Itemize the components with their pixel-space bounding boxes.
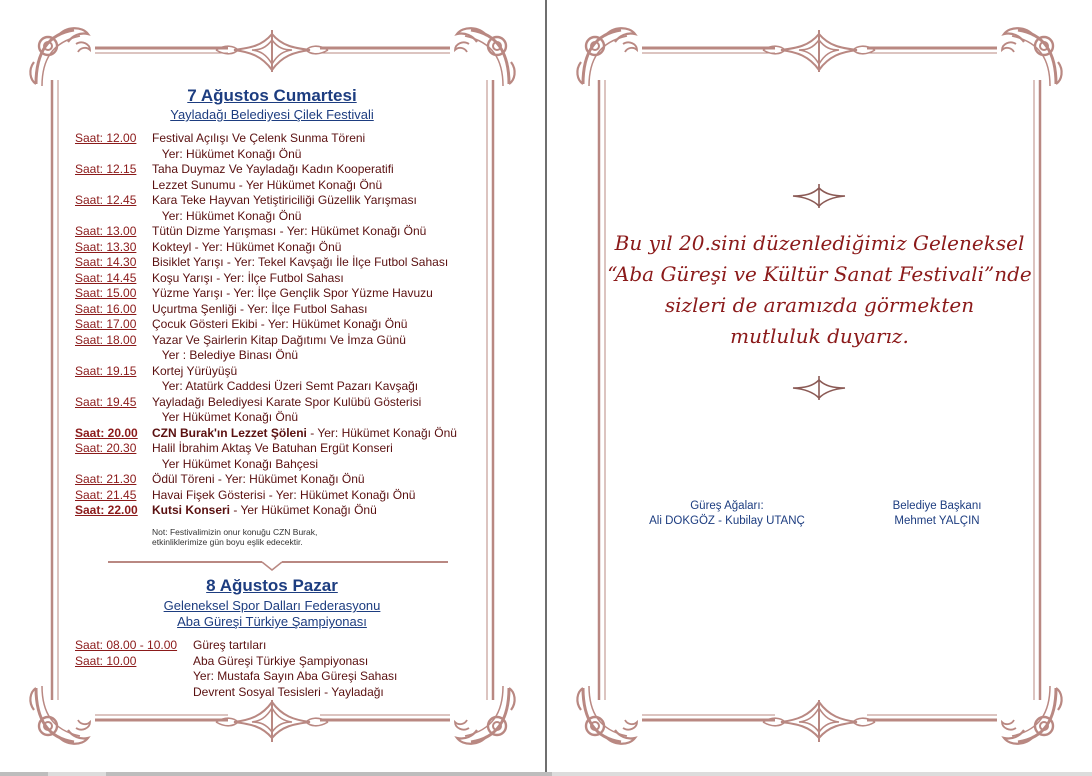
event-description: Kokteyl - Yer: Hükümet Konağı Önü	[152, 239, 342, 254]
event-description	[152, 426, 457, 442]
event-time: Saat: 16.00	[75, 301, 137, 316]
event-description: Kortej Yürüyüşü	[152, 363, 238, 378]
event-description: Halil İbrahim Aktaş Ve Batuhan Ergüt Konseri	[152, 441, 393, 455]
event-description: Uçurtma Şenliği - Yer: İlçe Futbol Sahası	[152, 301, 368, 316]
event-description: Taha Duymaz Ve Yayladağı Kadın Kooperatifi	[152, 162, 394, 176]
invitation-line: “Aba Güreşi ve Kültür Sanat Festivali”nde	[607, 262, 1032, 286]
event-time: Saat: 15.00	[75, 286, 137, 300]
event-description: Ödül Töreni - Yer: Hükümet Konağı Önü	[152, 472, 365, 486]
event-description: Festival Açılışı Ve Çelenk Sunma Töreni	[152, 131, 366, 145]
event-location: Yer Hükümet Konağı Bahçesi	[152, 456, 319, 471]
note-line: etkinliklerimize gün boyu eşlik edecektir.	[152, 537, 303, 547]
event-time: Saat: 22.00	[75, 503, 138, 517]
event-location: Devrent Sosyal Tesisleri - Yayladağı	[193, 684, 384, 699]
event-time: Saat: 21.30	[75, 472, 137, 486]
event-description: Tütün Dizme Yarışması - Yer: Hükümet Konağı Önü	[152, 224, 427, 238]
event-description	[152, 503, 377, 519]
event-time: Saat: 12.45	[75, 193, 137, 207]
event-location: Yer: Atatürk Caddesi Üzeri Semt Pazarı Kavşağı	[152, 379, 419, 393]
event-description: Yazar Ve Şairlerin Kitap Dağıtımı Ve İmza Günü	[152, 332, 406, 347]
event-description: Havai Fişek Gösterisi - Yer: Hükümet Konağı Önü	[152, 487, 416, 502]
event-time: Saat: 20.00	[75, 425, 138, 440]
event-time: Saat: 18.00	[75, 332, 137, 347]
signatory-mayor	[867, 499, 1007, 529]
signatory-role: Güreş Ağaları:	[690, 500, 764, 512]
invitation-text	[587, 228, 1052, 352]
day1-title: 7 Ağustos Cumartesi	[187, 86, 357, 105]
event-time: Saat: 12.00	[75, 131, 137, 145]
day2-subtitle-federation: Geleneksel Spor Dalları Federasyonu	[163, 598, 381, 613]
event-location: Yer: Hükümet Konağı Önü	[152, 208, 302, 223]
event-description: Güreş tartıları	[193, 638, 267, 652]
bottom-tab	[106, 772, 552, 776]
event-time: Saat: 19.45	[75, 394, 137, 409]
event-time: Saat: 19.15	[75, 363, 137, 378]
event-time: Saat: 10.00	[75, 653, 137, 668]
event-description: Yüzme Yarışı - Yer: İlçe Gençlik Spor Yüzme Havuzu	[152, 286, 433, 300]
event-time: Saat: 17.00	[75, 317, 137, 331]
event-description: Kara Teke Hayvan Yetiştiriciliği Güzellik Yarışması	[152, 193, 417, 207]
event-location: - Yer Hükümet Konağı Önü	[230, 503, 377, 517]
day2-subtitle-championship: Aba Güreşi Türkiye Şampiyonası	[177, 614, 367, 629]
window-bottom-strip	[0, 772, 1092, 776]
event-description: Çocuk Gösteri Ekibi - Yer: Hükümet Konağı Önü	[152, 317, 408, 331]
event-location: - Yer: Hükümet Konağı Önü	[306, 425, 457, 440]
event-description: Aba Güreşi Türkiye Şampiyonası	[193, 653, 369, 668]
event-time: Saat: 21.45	[75, 487, 137, 502]
event-time: Saat: 08.00 - 10.00	[75, 638, 178, 652]
day1-subtitle: Yayladağı Belediyesi Çilek Festivali	[170, 107, 374, 122]
note-line: Not: Festivalimizin onur konuğu CZN Burak,	[152, 527, 318, 537]
left-page	[0, 0, 545, 772]
festival-note	[152, 527, 317, 547]
event-time: Saat: 12.15	[75, 162, 137, 176]
event-description: Koşu Yarışı - Yer: İlçe Futbol Sahası	[152, 270, 344, 285]
event-location: Lezzet Sunumu - Yer Hükümet Konağı Önü	[152, 177, 383, 192]
signatory-wrestlers	[627, 499, 827, 529]
invitation-line: mutluluk duyarız.	[730, 324, 909, 348]
event-location: Yer Hükümet Konağı Önü	[152, 410, 299, 424]
event-time: Saat: 14.45	[75, 270, 137, 285]
event-location: Yer : Belediye Binası Önü	[152, 348, 299, 362]
day2-title: 8 Ağustos Pazar	[206, 576, 338, 595]
event-time: Saat: 13.30	[75, 239, 137, 254]
right-page	[547, 0, 1092, 772]
signatory-name: Ali DOKGÖZ - Kubilay UTANÇ	[649, 515, 805, 527]
bottom-tab	[0, 772, 48, 776]
event-description: Yayladağı Belediyesi Karate Spor Kulübü Gösterisi	[152, 394, 422, 409]
event-time: Saat: 14.30	[75, 255, 137, 269]
event-title: CZN Burak'ın Lezzet Şöleni	[152, 425, 307, 440]
signatory-name: Mehmet YALÇIN	[894, 515, 980, 527]
event-location: Yer: Mustafa Sayın Aba Güreşi Sahası	[193, 669, 398, 683]
event-time: Saat: 20.30	[75, 441, 137, 455]
event-time: Saat: 13.00	[75, 224, 137, 238]
event-title: Kutsi Konseri	[152, 503, 231, 517]
decorative-frame	[547, 0, 1092, 772]
event-description: Bisiklet Yarışı - Yer: Tekel Kavşağı İle İlçe Futbol Sahası	[152, 255, 449, 269]
event-location: Yer: Hükümet Konağı Önü	[152, 146, 302, 161]
invitation-line: Bu yıl 20.sini düzenlediğimiz Geleneksel	[614, 231, 1025, 255]
invitation-line: sizleri de aramızda görmekten	[664, 293, 975, 317]
signatory-role: Belediye Başkanı	[892, 500, 982, 512]
